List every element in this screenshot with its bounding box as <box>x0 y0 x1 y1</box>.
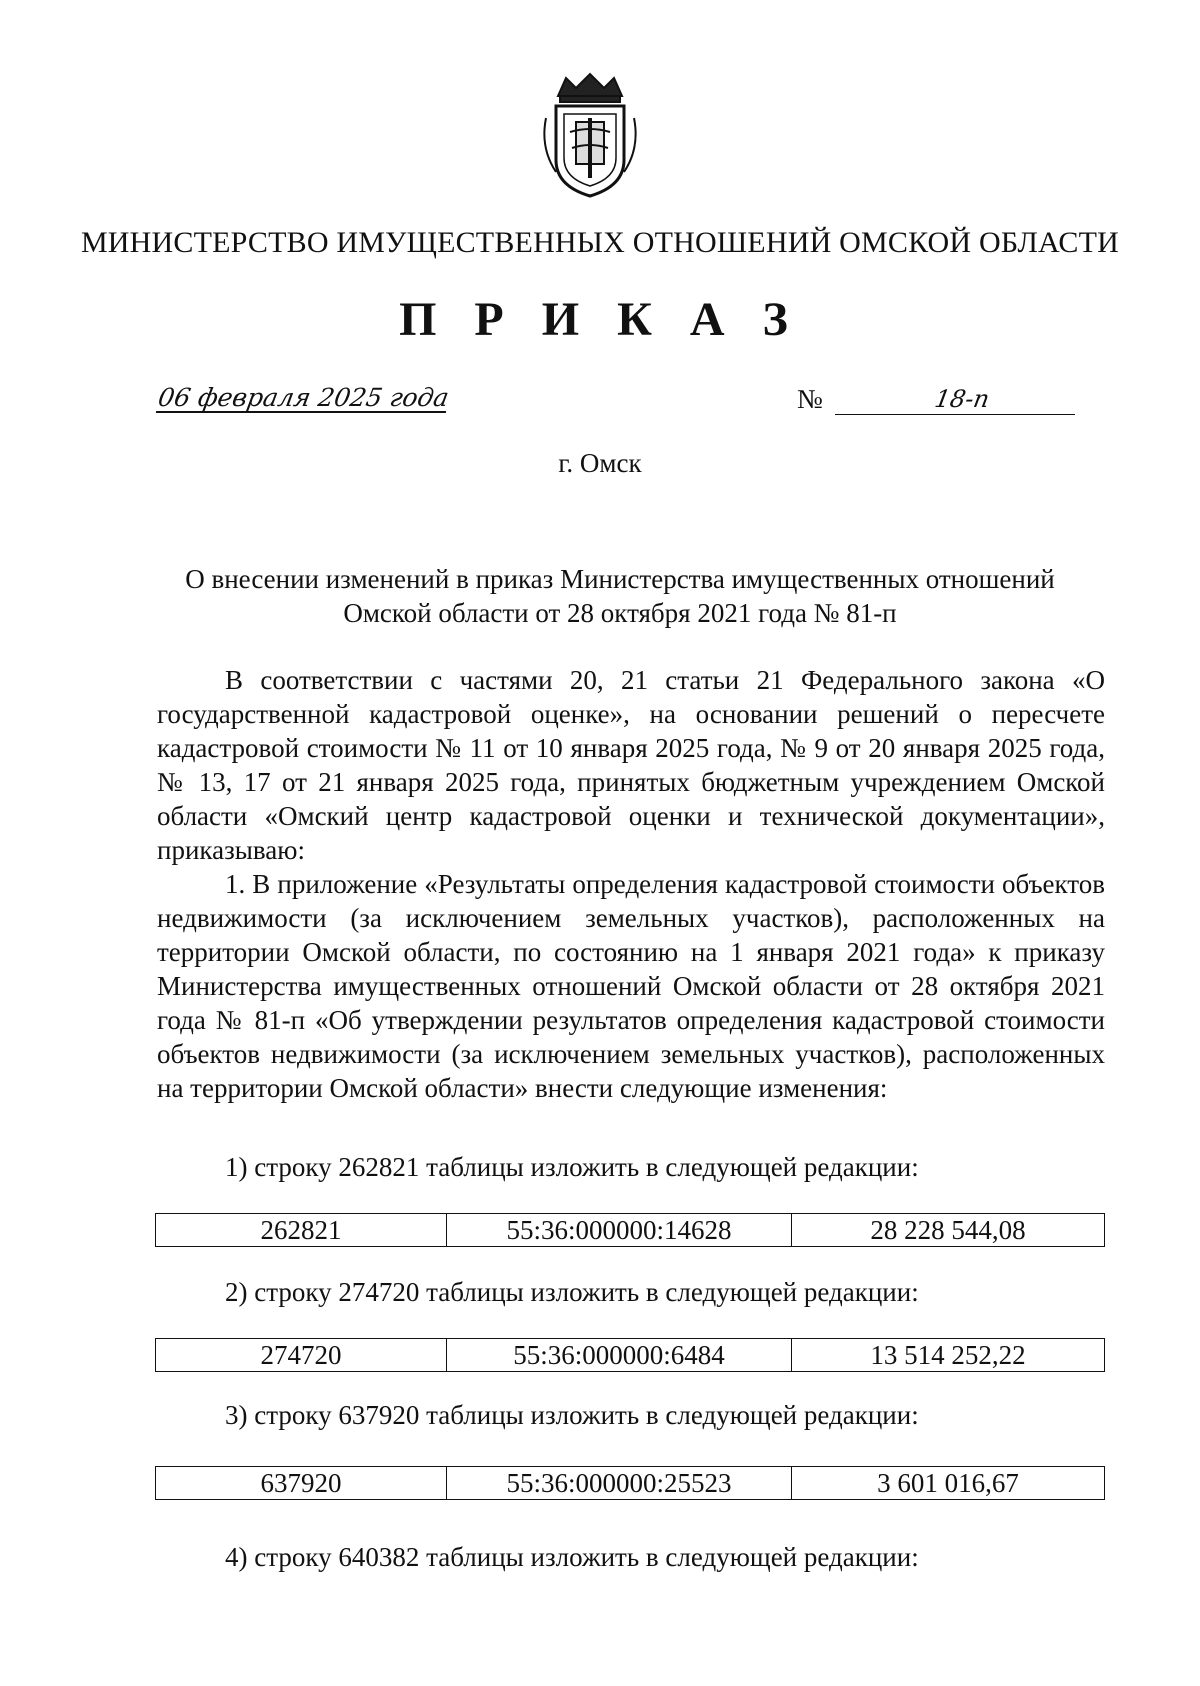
table-cell-cadastral-value: 13 514 252,22 <box>792 1339 1105 1372</box>
table-row <box>155 1213 1105 1247</box>
document-number <box>797 384 1077 420</box>
body-paragraph-1: В соответствии с частями 20, 21 статьи 21 Федерального закона «О государственной кадастровой оценке», на основании решений о пересчете кадастровой стоимости № 11 от 10 января 2025 года, № 9 от 20 января 2025 года, № 13, 17 от 21 января 2025 года, принятых бюджетным учреждением Омской области «Омский центр кадастровой оценки и технической документации», приказываю: <box>157 665 1105 865</box>
number-label: № <box>797 384 823 414</box>
subject-line-1: О внесении изменений в приказ Министерства имущественных отношений <box>185 564 1055 594</box>
number-underline <box>835 414 1075 415</box>
document-type-title: П Р И К А З <box>399 293 801 346</box>
city-name: г. Омск <box>558 448 642 478</box>
table-row <box>155 1338 1105 1372</box>
ministry-name: МИНИСТЕРСТВО ИМУЩЕСТВЕННЫХ ОТНОШЕНИЙ ОМСКОЙ ОБЛАСТИ <box>80 226 1120 259</box>
table-cell-cadastral-value: 3 601 016,67 <box>792 1467 1105 1500</box>
body-paragraph-2: 1. В приложение «Результаты определения кадастровой стоимости объектов недвижимости (за исключением земельных участков), расположенных на территории Омской области, по состоянию на 1 января 2021 года» к приказу Министерства имущественных отношений Омской области от 28 октября 2021 года № 81-п «Об утверждении результатов определения кадастровой стоимости объектов недвижимости (за исключением земельных участков), расположенных на территории Омской области» внести следующие изменения: <box>157 869 1105 1103</box>
list-item: 4) строку 640382 таблицы изложить в следующей редакции: <box>225 1542 919 1572</box>
omsk-coat-of-arms-icon <box>536 68 644 200</box>
table-cell-cadastral-number: 55:36:000000:6484 <box>447 1339 792 1372</box>
order-body <box>157 663 1105 1105</box>
subject-line-2: Омской области от 28 октября 2021 года № 81-п <box>343 598 897 628</box>
table-cell-row-number: 262821 <box>156 1214 447 1247</box>
table-cell-row-number: 637920 <box>156 1467 447 1500</box>
list-item: 3) строку 637920 таблицы изложить в следующей редакции: <box>225 1400 919 1430</box>
handwritten-number: 18-п <box>932 385 992 413</box>
list-item: 2) строку 274720 таблицы изложить в следующей редакции: <box>225 1277 919 1307</box>
handwritten-date: 06 февраля 2025 года <box>156 383 452 412</box>
table-cell-row-number: 274720 <box>156 1339 447 1372</box>
order-subject <box>150 562 1090 630</box>
table-cell-cadastral-value: 28 228 544,08 <box>792 1214 1105 1247</box>
table-cell-cadastral-number: 55:36:000000:25523 <box>447 1467 792 1500</box>
table-row <box>155 1466 1105 1500</box>
table-cell-cadastral-number: 55:36:000000:14628 <box>447 1214 792 1247</box>
list-item: 1) строку 262821 таблицы изложить в следующей редакции: <box>225 1152 919 1182</box>
